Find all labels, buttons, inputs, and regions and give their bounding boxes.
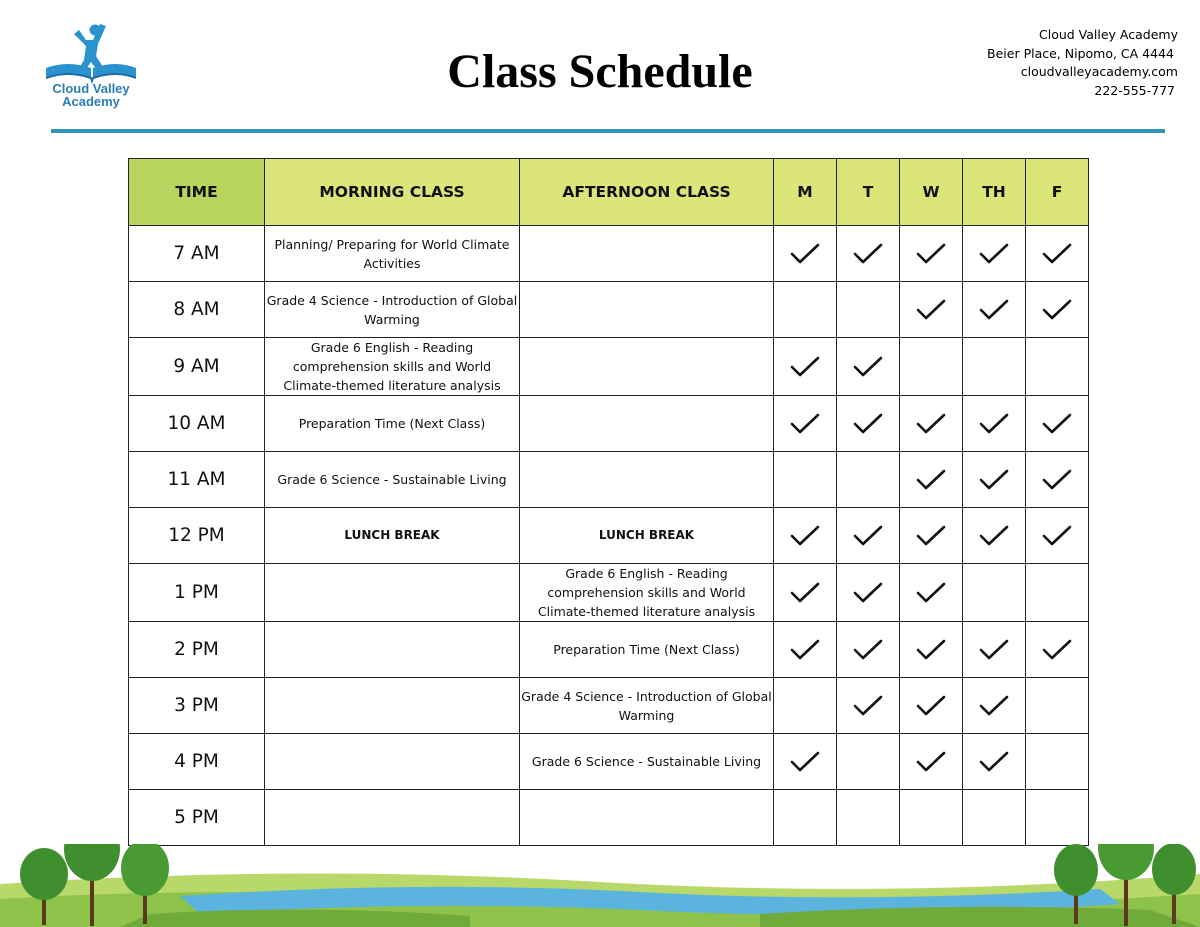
checkmark-icon bbox=[916, 695, 946, 717]
day-cell-wednesday bbox=[900, 338, 963, 396]
header-time: TIME bbox=[129, 159, 265, 226]
checkmark-icon bbox=[790, 751, 820, 773]
morning-class-cell: Grade 6 English - Reading comprehension skills and World Climate-themed literature analysis bbox=[265, 338, 520, 396]
schedule-row bbox=[129, 564, 1089, 622]
day-cell-thursday bbox=[963, 338, 1026, 396]
checkmark-icon bbox=[916, 582, 946, 604]
schedule-header-row bbox=[129, 159, 1089, 226]
checkmark-icon bbox=[979, 413, 1009, 435]
header-thursday: TH bbox=[963, 159, 1026, 226]
day-cell-friday bbox=[1026, 282, 1089, 338]
day-cell-thursday bbox=[963, 282, 1026, 338]
day-cell-monday bbox=[774, 396, 837, 452]
day-cell-friday bbox=[1026, 508, 1089, 564]
day-cell-monday bbox=[774, 452, 837, 508]
day-cell-friday bbox=[1026, 338, 1089, 396]
schedule-row bbox=[129, 226, 1089, 282]
day-cell-monday bbox=[774, 678, 837, 734]
checkmark-icon bbox=[790, 243, 820, 265]
afternoon-class-cell bbox=[520, 396, 774, 452]
day-cell-wednesday bbox=[900, 790, 963, 846]
schedule-row bbox=[129, 734, 1089, 790]
checkmark-icon bbox=[1042, 469, 1072, 491]
day-cell-tuesday bbox=[837, 338, 900, 396]
day-cell-monday bbox=[774, 226, 837, 282]
header-friday: F bbox=[1026, 159, 1089, 226]
day-cell-wednesday bbox=[900, 622, 963, 678]
morning-class-cell bbox=[265, 678, 520, 734]
morning-class-cell: Grade 6 Science - Sustainable Living bbox=[265, 452, 520, 508]
row-time: 8 AM bbox=[129, 282, 265, 338]
checkmark-icon bbox=[916, 751, 946, 773]
row-time: 9 AM bbox=[129, 338, 265, 396]
afternoon-class-cell: Grade 6 Science - Sustainable Living bbox=[520, 734, 774, 790]
afternoon-class-cell bbox=[520, 338, 774, 396]
day-cell-tuesday bbox=[837, 734, 900, 790]
checkmark-icon bbox=[790, 582, 820, 604]
day-cell-wednesday bbox=[900, 226, 963, 282]
day-cell-thursday bbox=[963, 396, 1026, 452]
schedule-row bbox=[129, 396, 1089, 452]
row-time: 5 PM bbox=[129, 790, 265, 846]
contact-name: Cloud Valley Academy bbox=[1039, 27, 1178, 42]
header-afternoon: AFTERNOON CLASS bbox=[520, 159, 774, 226]
checkmark-icon bbox=[1042, 413, 1072, 435]
day-cell-tuesday bbox=[837, 564, 900, 622]
day-cell-friday bbox=[1026, 622, 1089, 678]
day-cell-monday bbox=[774, 282, 837, 338]
day-cell-monday bbox=[774, 734, 837, 790]
day-cell-friday bbox=[1026, 790, 1089, 846]
day-cell-wednesday bbox=[900, 282, 963, 338]
day-cell-friday bbox=[1026, 564, 1089, 622]
checkmark-icon bbox=[916, 639, 946, 661]
afternoon-class-cell bbox=[520, 226, 774, 282]
day-cell-tuesday bbox=[837, 678, 900, 734]
checkmark-icon bbox=[979, 525, 1009, 547]
day-cell-thursday bbox=[963, 790, 1026, 846]
contact-block bbox=[987, 26, 1178, 100]
checkmark-icon bbox=[853, 525, 883, 547]
morning-class-cell: LUNCH BREAK bbox=[265, 508, 520, 564]
day-cell-wednesday bbox=[900, 396, 963, 452]
schedule-row bbox=[129, 622, 1089, 678]
afternoon-class-cell: Preparation Time (Next Class) bbox=[520, 622, 774, 678]
checkmark-icon bbox=[853, 356, 883, 378]
checkmark-icon bbox=[979, 695, 1009, 717]
afternoon-class-cell bbox=[520, 452, 774, 508]
header-divider bbox=[51, 129, 1165, 133]
checkmark-icon bbox=[916, 413, 946, 435]
checkmark-icon bbox=[916, 469, 946, 491]
checkmark-icon bbox=[979, 751, 1009, 773]
checkmark-icon bbox=[790, 356, 820, 378]
checkmark-icon bbox=[853, 413, 883, 435]
schedule-table bbox=[128, 158, 1089, 846]
day-cell-wednesday bbox=[900, 508, 963, 564]
afternoon-class-cell bbox=[520, 790, 774, 846]
checkmark-icon bbox=[979, 299, 1009, 321]
landscape-illustration bbox=[0, 844, 1200, 927]
row-time: 3 PM bbox=[129, 678, 265, 734]
row-time: 12 PM bbox=[129, 508, 265, 564]
day-cell-tuesday bbox=[837, 282, 900, 338]
row-time: 2 PM bbox=[129, 622, 265, 678]
day-cell-thursday bbox=[963, 622, 1026, 678]
checkmark-icon bbox=[790, 525, 820, 547]
page-title: Class Schedule bbox=[447, 45, 753, 98]
morning-class-cell bbox=[265, 564, 520, 622]
header-monday: M bbox=[774, 159, 837, 226]
checkmark-icon bbox=[853, 243, 883, 265]
day-cell-friday bbox=[1026, 734, 1089, 790]
row-time: 10 AM bbox=[129, 396, 265, 452]
schedule-row bbox=[129, 508, 1089, 564]
day-cell-monday bbox=[774, 338, 837, 396]
checkmark-icon bbox=[979, 469, 1009, 491]
day-cell-monday bbox=[774, 564, 837, 622]
row-time: 1 PM bbox=[129, 564, 265, 622]
schedule-row bbox=[129, 338, 1089, 396]
checkmark-icon bbox=[853, 582, 883, 604]
schedule-row bbox=[129, 452, 1089, 508]
day-cell-thursday bbox=[963, 508, 1026, 564]
afternoon-class-cell bbox=[520, 282, 774, 338]
morning-class-cell: Grade 4 Science - Introduction of Global Warming bbox=[265, 282, 520, 338]
afternoon-class-cell: Grade 4 Science - Introduction of Global Warming bbox=[520, 678, 774, 734]
day-cell-thursday bbox=[963, 734, 1026, 790]
checkmark-icon bbox=[853, 639, 883, 661]
schedule-row bbox=[129, 282, 1089, 338]
day-cell-monday bbox=[774, 622, 837, 678]
day-cell-monday bbox=[774, 508, 837, 564]
checkmark-icon bbox=[916, 243, 946, 265]
day-cell-tuesday bbox=[837, 790, 900, 846]
day-cell-tuesday bbox=[837, 452, 900, 508]
logo-line-1: Cloud Valley bbox=[52, 81, 130, 96]
checkmark-icon bbox=[916, 299, 946, 321]
header-morning: MORNING CLASS bbox=[265, 159, 520, 226]
day-cell-friday bbox=[1026, 678, 1089, 734]
day-cell-friday bbox=[1026, 226, 1089, 282]
tree-group-right-icon bbox=[1054, 844, 1196, 926]
day-cell-monday bbox=[774, 790, 837, 846]
header-wednesday: W bbox=[900, 159, 963, 226]
day-cell-tuesday bbox=[837, 508, 900, 564]
contact-website: cloudvalleyacademy.com bbox=[1020, 64, 1178, 80]
day-cell-wednesday bbox=[900, 564, 963, 622]
checkmark-icon bbox=[1042, 525, 1072, 547]
checkmark-icon bbox=[853, 695, 883, 717]
day-cell-thursday bbox=[963, 452, 1026, 508]
schedule-row bbox=[129, 678, 1089, 734]
checkmark-icon bbox=[1042, 299, 1072, 321]
afternoon-class-cell: LUNCH BREAK bbox=[520, 508, 774, 564]
checkmark-icon bbox=[1042, 639, 1072, 661]
contact-address: Beier Place, Nipomo, CA 4444 bbox=[987, 45, 1174, 61]
checkmark-icon bbox=[790, 639, 820, 661]
checkmark-icon bbox=[1042, 243, 1072, 265]
day-cell-wednesday bbox=[900, 734, 963, 790]
morning-class-cell bbox=[265, 790, 520, 846]
contact-phone: 222-555-777 bbox=[1094, 82, 1175, 98]
day-cell-tuesday bbox=[837, 226, 900, 282]
schedule-row bbox=[129, 790, 1089, 846]
day-cell-thursday bbox=[963, 678, 1026, 734]
day-cell-tuesday bbox=[837, 396, 900, 452]
day-cell-friday bbox=[1026, 452, 1089, 508]
header-tuesday: T bbox=[837, 159, 900, 226]
checkmark-icon bbox=[790, 413, 820, 435]
row-time: 11 AM bbox=[129, 452, 265, 508]
row-time: 7 AM bbox=[129, 226, 265, 282]
morning-class-cell bbox=[265, 734, 520, 790]
day-cell-thursday bbox=[963, 564, 1026, 622]
afternoon-class-cell: Grade 6 English - Reading comprehension skills and World Climate-themed literature analysis bbox=[520, 564, 774, 622]
row-time: 4 PM bbox=[129, 734, 265, 790]
morning-class-cell: Planning/ Preparing for World Climate Activities bbox=[265, 226, 520, 282]
morning-class-cell bbox=[265, 622, 520, 678]
logo-line-2: Academy bbox=[62, 94, 120, 109]
checkmark-icon bbox=[979, 243, 1009, 265]
day-cell-thursday bbox=[963, 226, 1026, 282]
morning-class-cell: Preparation Time (Next Class) bbox=[265, 396, 520, 452]
checkmark-icon bbox=[916, 525, 946, 547]
day-cell-tuesday bbox=[837, 622, 900, 678]
day-cell-friday bbox=[1026, 396, 1089, 452]
checkmark-icon bbox=[979, 639, 1009, 661]
schedule-body bbox=[129, 226, 1089, 846]
day-cell-wednesday bbox=[900, 678, 963, 734]
day-cell-wednesday bbox=[900, 452, 963, 508]
